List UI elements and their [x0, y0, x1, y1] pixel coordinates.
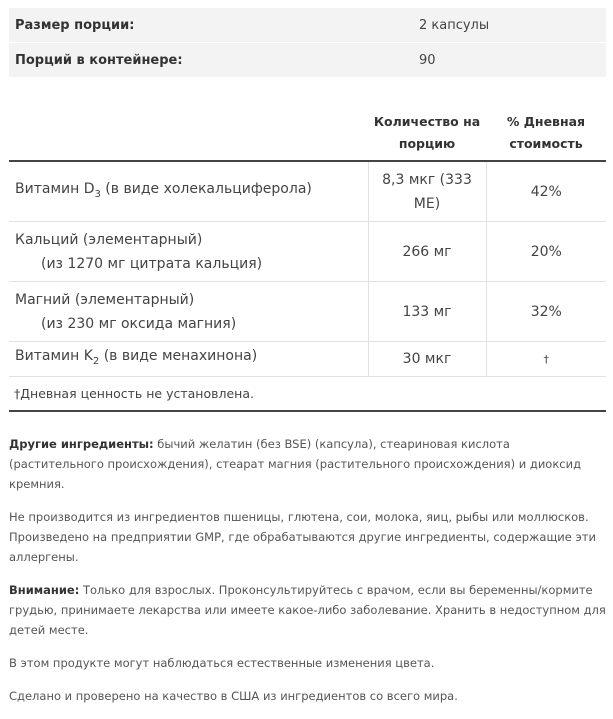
- nutrient-daily-value: 20%: [486, 222, 606, 282]
- servings-per-container-value: 90: [419, 52, 436, 68]
- header-amount: Количество на порцию: [373, 114, 481, 151]
- other-ingredients: [9, 434, 606, 494]
- supplement-facts-page: [9, 8, 606, 719]
- table-row: [9, 222, 606, 282]
- servings-per-container-row: [9, 42, 606, 77]
- header-daily-value: % Дневная стоимость: [506, 114, 586, 151]
- nutrient-amount: 133 мг: [368, 282, 486, 342]
- nutrient-daily-value: 32%: [486, 282, 606, 342]
- nutrient-name-line1: Кальций (элементарный): [15, 231, 203, 248]
- origin-statement: Сделано и проверено на качество в США из ингредиентов со всего мира.: [9, 689, 458, 703]
- nutrient-subscript: 3: [94, 188, 101, 200]
- daily-value-footnote: †Дневная ценность не установлена.: [9, 377, 606, 412]
- nutrient-amount: 30 мкг: [368, 342, 486, 377]
- nutrient-name: [9, 342, 368, 377]
- nutrient-amount: 266 мг: [368, 222, 486, 282]
- warning-label: Внимание:: [9, 583, 80, 597]
- table-footnote-row: [9, 377, 606, 412]
- table-row: [9, 342, 606, 377]
- nutrient-name-suffix: (в виде холекальциферола): [100, 180, 312, 197]
- nutrient-name: [9, 161, 368, 222]
- nutrient-name: [9, 222, 368, 282]
- nutrient-name-prefix: Витамин K: [15, 348, 93, 365]
- color-variation-note: В этом продукте могут наблюдаться естественные изменения цвета.: [9, 656, 435, 670]
- other-ingredients-text: бычий желатин (без BSE) (капсула), стеариновая кислота (растительного происхождения), стеарат магния (растительного происхождения) и диоксид кремния.: [9, 437, 582, 491]
- serving-size-value: 2 капсулы: [419, 17, 490, 33]
- allergen-statement: Не производится из ингредиентов пшеницы, глютена, сои, молока, яиц, рыбы или моллюсков. Произведено на предприятии GMP, где обрабатываются другие ингредиенты, содержащие эти аллергены.: [9, 510, 596, 564]
- spacer: [9, 77, 606, 100]
- table-header-row: [9, 100, 606, 161]
- table-row: [9, 161, 606, 222]
- nutrient-name-line2: (из 1270 мг цитрата кальция): [41, 255, 263, 272]
- product-notes: [9, 434, 606, 706]
- nutrient-name: [9, 282, 368, 342]
- serving-size-label: Размер порции:: [15, 17, 135, 33]
- nutrient-name-line2: (из 230 мг оксида магния): [41, 315, 237, 332]
- nutrient-name-line1: Магний (элементарный): [15, 291, 195, 308]
- nutrient-name-suffix: (в виде менахинона): [99, 348, 258, 365]
- other-ingredients-label: Другие ингредиенты:: [9, 437, 154, 451]
- supplement-facts-table: [9, 100, 606, 412]
- nutrient-amount: [368, 161, 486, 222]
- nutrient-daily-value: 42%: [486, 161, 606, 222]
- warning-text: Только для взрослых. Проконсультируйтесь с врачом, если вы беременны/кормите грудью, принимаете лекарства или имеете какое-либо заболевание. Хранить в недоступном для детей месте.: [9, 583, 606, 637]
- nutrient-amount-text: 8,3 мкг (333 МЕ): [382, 171, 472, 212]
- nutrient-subscript: 2: [92, 355, 100, 367]
- servings-per-container-label: Порций в контейнере:: [15, 52, 183, 68]
- serving-size-row: [9, 8, 606, 42]
- warning-statement: [9, 580, 606, 640]
- nutrient-name-prefix: Витамин D: [15, 180, 95, 197]
- table-row: [9, 282, 606, 342]
- header-name: [9, 100, 368, 161]
- nutrient-daily-value: †: [486, 342, 606, 377]
